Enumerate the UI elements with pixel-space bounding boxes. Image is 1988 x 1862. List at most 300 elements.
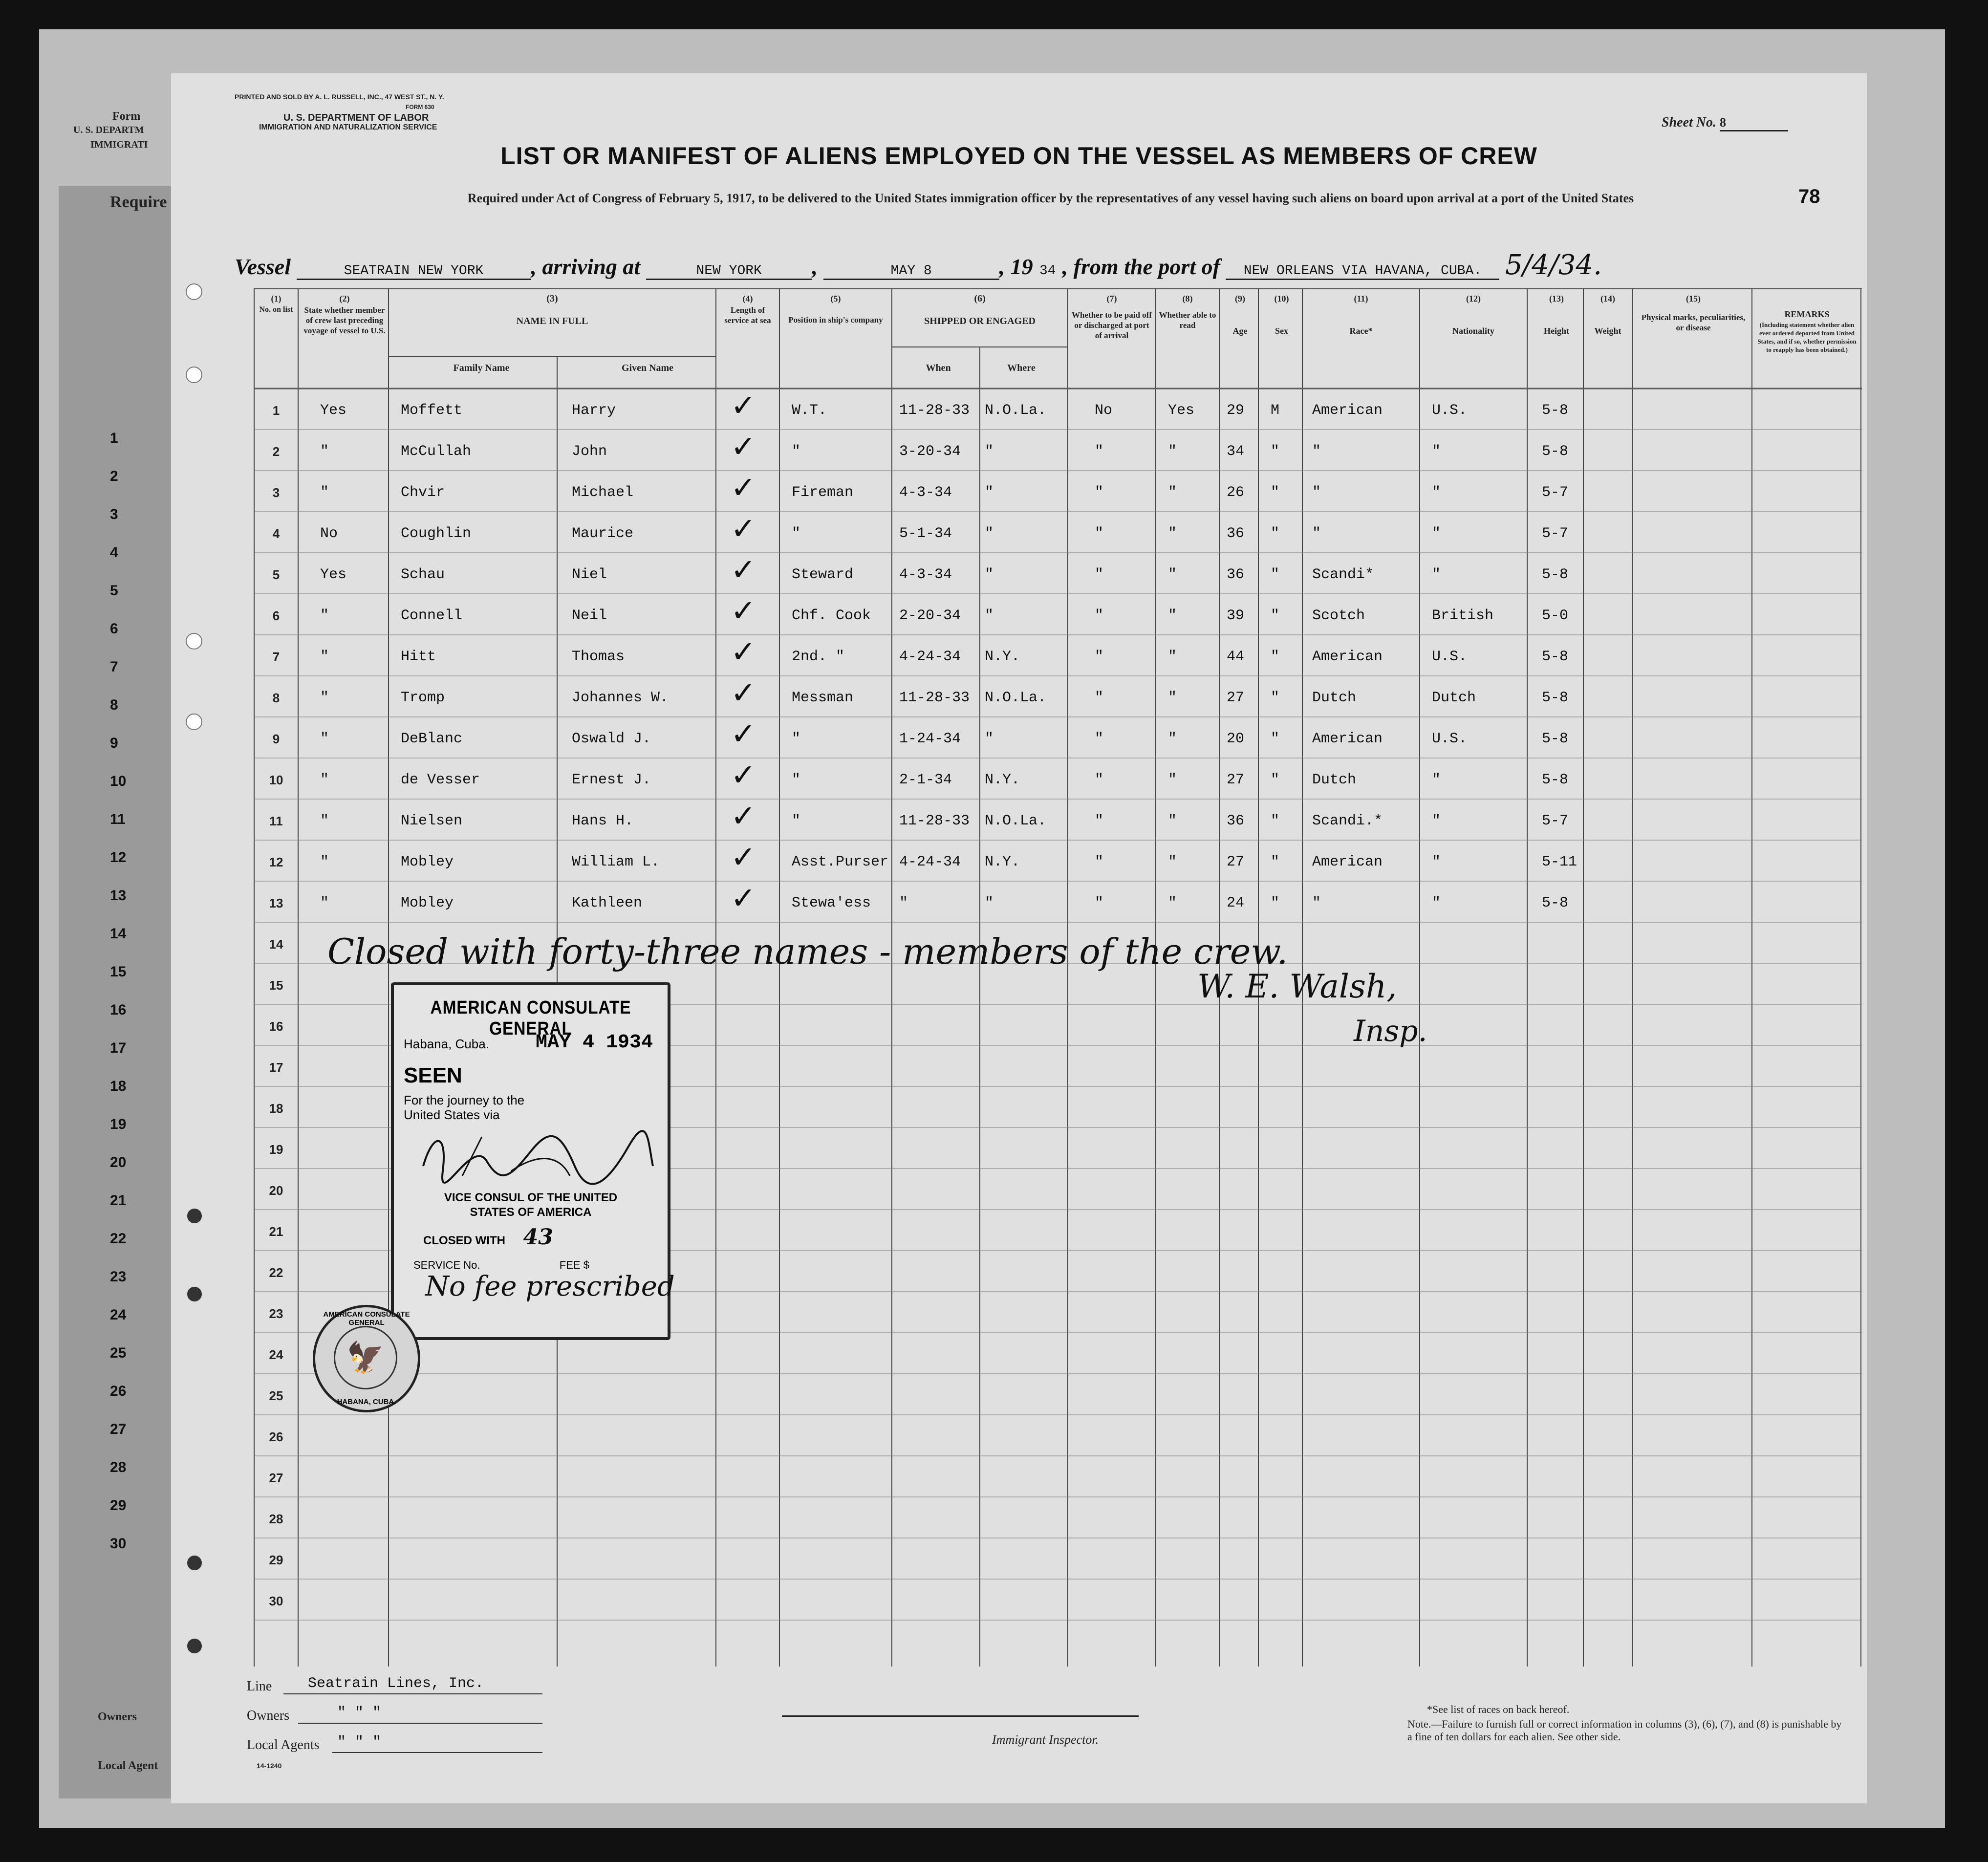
shipped-where-cell: N.O.La. [985,690,1047,706]
row-number: 2 [272,444,280,459]
stamp-closed-count: 43 [523,1225,553,1250]
inspector-signature: W. E. Walsh, [1197,968,1397,1005]
stamp-closed-with [423,1225,553,1250]
position-cell: 2nd. " [792,649,845,665]
back-row-number: 19 [110,1116,127,1132]
prev-voyage-cell: " [320,731,329,747]
race-cell: Scandi.* [1312,813,1383,829]
family-name-cell: Mobley [401,854,454,870]
back-row-number: 11 [110,811,126,827]
shipped-when-cell: 5-1-34 [899,525,952,542]
form-number: FORM 630 [406,104,434,110]
owners-value: " " " [337,1705,382,1721]
given-name-cell: Niel [572,566,607,583]
col-12-header: (12) Nationality [1452,294,1494,336]
row-number: 4 [272,526,280,541]
row-number: 19 [269,1142,283,1157]
footer-form-code: 14-1240 [257,1762,282,1770]
prev-voyage-cell: " [320,772,329,788]
inspector-label: Immigrant Inspector. [992,1732,1099,1747]
sex-cell: " [1271,525,1280,542]
col-15-header: (15) Physical marks, peculiarities, or disease [1641,294,1746,332]
stamp-date: MAY 4 1934 [536,1032,653,1054]
height-cell: 5-8 [1542,566,1569,583]
shipped-where-cell: N.Y. [985,772,1020,788]
year-prefix: , 19 [999,254,1033,279]
age-cell: 44 [1227,649,1245,665]
height-cell: 5-8 [1542,895,1569,911]
shipped-when-cell: 4-3-34 [899,566,952,583]
sex-cell: " [1271,772,1280,788]
arriving-label: , arriving at [531,254,641,279]
nationality-cell: British [1432,607,1494,624]
from-port-label: , from the port of [1062,254,1220,279]
col-2-header: (2) State whether member of crew last preceding voyage of vessel to U.S. [303,294,386,335]
owners-label: Owners [247,1708,290,1723]
manifest-sheet [171,73,1867,1803]
family-name-cell: Hitt [401,649,436,665]
local-agents-value: " " " [337,1734,382,1751]
back-row-number: 30 [110,1536,127,1552]
given-name-cell: John [572,443,607,460]
sex-cell: " [1271,484,1280,501]
col-9-header: (9) Age [1232,294,1248,336]
shipped-where-cell: " [985,607,994,624]
race-cell: Dutch [1312,772,1357,788]
position-cell: Messman [792,690,854,706]
nationality-cell: " [1432,813,1441,829]
col-8-header: (8) Whether able to read [1159,294,1216,330]
back-form-label: Form [112,110,141,123]
able-to-read-cell: " [1168,813,1177,829]
family-name-cell: Tromp [401,690,445,706]
page-subtitle: Required under Act of Congress of February 5, 1917, to be delivered to the United States immigration officer by the representatives of any vessel having such aliens on board upon arrival at a port of the United States [467,191,1634,205]
back-row-number: 6 [110,621,118,637]
age-cell: 36 [1227,566,1245,583]
row-number: 3 [272,485,280,500]
col-3-header: (3) NAME IN FULL [516,293,588,326]
family-name-cell: DeBlanc [401,731,463,747]
shipped-when-cell: " [899,895,908,911]
year-field: 34 [1039,263,1056,279]
vessel-name-field: SEATRAIN NEW YORK [297,263,531,280]
printer-line: PRINTED AND SOLD BY A. L. RUSSELL, INC., 47 WEST ST., N. Y. [235,93,444,101]
back-row-number: 28 [110,1459,127,1475]
family-name-cell: de Vesser [401,772,480,788]
row-number: 20 [269,1183,283,1198]
owners-underline [298,1723,542,1724]
row-number: 24 [269,1347,283,1362]
remarks-header: REMARKS (Including statement whether alien ever ordered deported from United States, and if so, whether permission to reapply has been obtained.) [1757,309,1857,353]
given-name-cell: Ernest J. [572,772,651,788]
age-cell: 26 [1227,484,1245,501]
given-name-cell: Oswald J. [572,731,651,747]
position-cell: Asst.Purser [792,854,889,870]
paid-off-cell: " [1095,443,1104,460]
shipped-when-cell: 11-28-33 [899,813,970,829]
back-row-number: 24 [110,1307,127,1323]
given-name-cell: Harry [572,402,616,419]
paid-off-cell: " [1095,649,1104,665]
row-number: 14 [269,937,283,952]
sheet-number-value: 8 [1720,115,1788,131]
stamp-service-no: SERVICE No. [413,1259,480,1271]
back-row-number: 18 [110,1078,127,1094]
age-cell: 20 [1227,731,1245,747]
prev-voyage-cell: " [320,443,329,460]
sheet-number [1662,115,1788,131]
row-number: 16 [269,1019,283,1034]
back-row-number: 3 [110,506,118,522]
paid-off-cell: " [1095,854,1104,870]
height-cell: 5-11 [1542,854,1577,870]
height-cell: 5-8 [1542,731,1569,747]
able-to-read-cell: " [1168,484,1177,501]
family-name-cell: Connell [401,607,463,624]
binder-hole-icon [186,1285,203,1303]
paid-off-cell: " [1095,813,1104,829]
family-name-cell: Chvir [401,484,445,501]
row-number: 10 [269,773,283,787]
age-cell: 34 [1227,443,1245,460]
row-number: 22 [269,1265,283,1280]
family-name-header: Family Name [453,363,510,373]
back-row-number: 2 [110,468,118,484]
back-row-number: 9 [110,735,118,751]
row-number: 29 [269,1553,283,1567]
paid-off-cell: " [1095,566,1104,583]
position-cell: Fireman [792,484,854,501]
line-label: Line [247,1679,272,1694]
stamp-fee: FEE $ [559,1259,589,1271]
shipped-when-cell: 4-24-34 [899,854,961,870]
sex-cell: " [1271,813,1280,829]
back-required-label: Require [110,193,167,211]
race-cell: Scandi* [1312,566,1374,583]
position-cell: " [792,525,801,542]
race-cell: " [1312,443,1321,460]
binder-hole-icon [186,633,202,650]
row-number: 30 [269,1594,283,1608]
position-cell: Chf. Cook [792,607,871,624]
height-cell: 5-8 [1542,402,1569,419]
binder-hole-icon [186,1637,203,1655]
able-to-read-cell: " [1168,607,1177,624]
row-number: 6 [272,608,280,623]
paid-off-cell: " [1095,484,1104,501]
shipped-where-cell: " [985,895,994,911]
col-7-header: (7) Whether to be paid off or discharged at port of arrival [1071,294,1152,340]
height-cell: 5-8 [1542,772,1569,788]
service-label: IMMIGRATION AND NATURALIZATION SERVICE [259,123,437,131]
back-row-number: 8 [110,697,118,713]
given-name-cell: Michael [572,484,634,501]
binder-hole-icon [186,1207,203,1225]
nationality-cell: " [1432,895,1441,911]
manifest-table [235,288,1862,1667]
given-name-cell: Maurice [572,525,634,542]
stamp-seen: SEEN [404,1063,462,1087]
vessel-line: Vessel SEATRAIN NEW YORK , arriving at NEW YORK , MAY 8 , 19 34 , from the port of NEW ORLEANS VIA HAVANA, CUBA. 5/4/34. [235,249,1602,281]
stamp-location: Habana, Cuba. [404,1037,489,1051]
prev-voyage-cell: No [320,525,338,542]
row-number: 21 [269,1224,283,1239]
back-row-number: 15 [110,964,127,980]
back-row-numbers [110,430,139,1574]
back-row-number: 17 [110,1040,127,1056]
back-dept-label: U. S. DEPARTM [73,125,144,135]
seal-bottom-text: HABANA, CUBA. [337,1398,396,1406]
age-cell: 27 [1227,690,1245,706]
arrival-date-field: MAY 8 [823,263,999,280]
checkmark-icon: ✓ [731,429,756,464]
race-footnote: *See list of races on back hereof. [1427,1703,1570,1715]
shipped-when-cell: 4-24-34 [899,649,961,665]
inspector-signature-line [782,1715,1139,1717]
shipped-when-cell: 11-28-33 [899,402,970,419]
row-number: 23 [269,1306,283,1321]
agents-underline [332,1752,542,1753]
shipped-where-cell: N.O.La. [985,813,1047,829]
family-name-cell: Moffett [401,402,463,419]
row-number: 13 [269,896,283,910]
row-number: 8 [272,691,280,705]
paid-off-cell: " [1095,895,1104,911]
stamp-service-line [413,1259,589,1272]
row-number: 18 [269,1101,283,1116]
given-name-cell: Johannes W. [572,690,669,706]
back-owners-label: Owners [98,1710,137,1723]
shipped-where-cell: N.Y. [985,649,1020,665]
back-row-number: 1 [110,430,118,446]
back-row-number: 21 [110,1192,127,1209]
shipped-where-cell: " [985,566,994,583]
position-cell: Steward [792,566,854,583]
back-row-number: 16 [110,1002,127,1018]
height-cell: 5-0 [1542,607,1569,624]
checkmark-icon: ✓ [731,716,756,752]
race-cell: " [1312,525,1321,542]
col-14-header: (14) Weight [1594,294,1621,336]
row-number: 17 [269,1060,283,1075]
paid-off-cell: " [1095,525,1104,542]
race-cell: American [1312,854,1383,870]
back-row-number: 13 [110,888,127,904]
departure-port-field: NEW ORLEANS VIA HAVANA, CUBA. [1226,263,1499,280]
col-13-header: (13) Height [1544,294,1569,336]
shipped-where-cell: N.O.La. [985,402,1047,419]
age-cell: 36 [1227,813,1245,829]
line-underline [283,1693,542,1694]
race-cell: " [1312,484,1321,501]
nationality-cell: " [1432,772,1441,788]
back-immig-label: IMMIGRATI [90,139,148,150]
family-name-cell: Mobley [401,895,454,911]
row-number: 25 [269,1388,283,1403]
age-cell: 39 [1227,607,1245,624]
arriving-port-field: NEW YORK [646,263,812,280]
shipped-when-cell: 3-20-34 [899,443,961,460]
family-name-cell: McCullah [401,443,472,460]
back-row-number: 27 [110,1421,127,1437]
family-name-cell: Coughlin [401,525,472,542]
paid-off-cell: " [1095,731,1104,747]
age-cell: 27 [1227,772,1245,788]
shipped-where-header: Where [1007,363,1036,373]
seal-top-text: AMERICAN CONSULATE GENERAL [323,1310,410,1327]
paid-off-cell: No [1095,402,1113,419]
checkmark-icon: ✓ [731,552,756,587]
able-to-read-cell: " [1168,443,1177,460]
nationality-cell: " [1432,484,1441,501]
given-name-cell: Neil [572,607,607,624]
row-number: 28 [269,1512,283,1526]
position-cell: " [792,731,801,747]
family-name-cell: Schau [401,566,445,583]
consul-signature-scribble [413,1122,658,1186]
row-number: 26 [269,1429,283,1444]
paid-off-cell: " [1095,690,1104,706]
age-cell: 36 [1227,525,1245,542]
able-to-read-cell: " [1168,895,1177,911]
able-to-read-cell: Yes [1168,402,1195,419]
stamp-vice-consul: VICE CONSUL OF THE UNITED STATES OF AMERICA [444,1191,618,1219]
shipped-when-cell: 2-20-34 [899,607,961,624]
consulate-seal [313,1305,420,1412]
binder-hole-icon [186,714,202,730]
nationality-cell: Dutch [1432,690,1476,706]
vessel-label: Vessel [235,254,291,279]
col-1-header: (1) No. on list [259,294,293,314]
sex-cell: " [1271,607,1280,624]
height-cell: 5-7 [1542,484,1569,501]
age-cell: 29 [1227,402,1245,419]
col-6-header: (6) SHIPPED OR ENGAGED [924,293,1036,326]
back-row-number: 26 [110,1383,127,1399]
row-number: 11 [269,814,283,828]
shipped-where-cell: N.Y. [985,854,1020,870]
shipped-when-cell: 4-3-34 [899,484,952,501]
checkmark-icon: ✓ [731,675,756,711]
checkmark-icon: ✓ [731,839,756,875]
height-cell: 5-8 [1542,690,1569,706]
fee-note: No fee prescribed [425,1271,675,1302]
paid-off-cell: " [1095,607,1104,624]
checkmark-icon: ✓ [731,470,756,505]
row-number: 12 [269,855,283,869]
back-row-number: 4 [110,544,118,561]
able-to-read-cell: " [1168,731,1177,747]
back-row-number: 29 [110,1497,127,1514]
row-number: 15 [269,978,283,993]
checkmark-icon: ✓ [731,634,756,670]
prev-voyage-cell: " [320,813,329,829]
back-row-number: 10 [110,773,127,789]
sex-cell: " [1271,443,1280,460]
nationality-cell: " [1432,443,1441,460]
shipped-when-cell: 1-24-34 [899,731,961,747]
checkmark-icon: ✓ [731,388,756,423]
row-number: 5 [272,567,280,582]
prev-voyage-cell: " [320,607,329,624]
race-cell: " [1312,895,1321,911]
row-number: 7 [272,650,280,664]
prev-voyage-cell: " [320,484,329,501]
checkmark-icon: ✓ [731,593,756,628]
height-cell: 5-8 [1542,649,1569,665]
given-name-cell: Hans H. [572,813,634,829]
shipped-where-cell: " [985,731,994,747]
col-10-header: (10) Sex [1274,294,1289,336]
race-cell: Dutch [1312,690,1357,706]
row-number: 9 [272,732,280,746]
binder-hole-icon [186,1554,203,1572]
position-cell: " [792,443,801,460]
sex-cell: " [1271,854,1280,870]
eagle-icon: 🦅 [334,1326,397,1389]
checkmark-icon: ✓ [731,880,756,916]
able-to-read-cell: " [1168,566,1177,583]
shipped-when-header: When [926,363,951,373]
stamp-closed-with-label: CLOSED WITH [423,1234,505,1247]
row-number: 1 [272,403,280,418]
able-to-read-cell: " [1168,525,1177,542]
position-cell: W.T. [792,402,827,419]
given-name-cell: Kathleen [572,895,643,911]
table-grid-lines [235,288,1862,1667]
given-name-cell: William L. [572,854,660,870]
able-to-read-cell: " [1168,690,1177,706]
paid-off-cell: " [1095,772,1104,788]
penalty-note: Note.—Failure to furnish full or correct information in columns (3), (6), (7), and (8) is punishable by a fine of ten dollars for each alien. See other side. [1407,1718,1842,1743]
nationality-cell: U.S. [1432,649,1468,665]
closing-note: Closed with forty-three names - members of the crew. [327,931,1288,972]
height-cell: 5-7 [1542,525,1569,542]
binder-hole-icon [186,283,202,300]
stamp-title: AMERICAN CONSULATE GENERAL [430,997,631,1039]
sex-cell: " [1271,649,1280,665]
position-cell: " [792,772,801,788]
back-row-number: 23 [110,1269,127,1285]
position-cell: Stewa'ess [792,895,871,911]
sex-cell: " [1271,895,1280,911]
back-row-number: 7 [110,659,118,675]
stamp-journey: For the journey to the United States via [404,1093,525,1122]
able-to-read-cell: " [1168,854,1177,870]
row-number: 27 [269,1471,283,1485]
nationality-cell: U.S. [1432,402,1468,419]
handwritten-date: 5/4/34. [1505,249,1602,281]
back-row-number: 22 [110,1231,127,1247]
family-name-cell: Nielsen [401,813,463,829]
prev-voyage-cell: Yes [320,566,347,583]
able-to-read-cell: " [1168,772,1177,788]
col-5-header: (5) Position in ship's company [788,294,883,325]
back-row-number: 12 [110,849,127,866]
line-value: Seatrain Lines, Inc. [308,1675,484,1692]
prev-voyage-cell: " [320,854,329,870]
department-label: U. S. DEPARTMENT OF LABOR [283,112,429,123]
shipped-where-cell: " [985,525,994,542]
position-cell: " [792,813,801,829]
sex-cell: " [1271,690,1280,706]
shipped-when-cell: 11-28-33 [899,690,970,706]
col-11-header: (11) Race* [1349,294,1373,336]
nationality-cell: " [1432,854,1441,870]
binder-hole-icon [186,367,202,383]
sex-cell: M [1271,402,1280,419]
inspector-title: Insp. [1354,1014,1427,1048]
